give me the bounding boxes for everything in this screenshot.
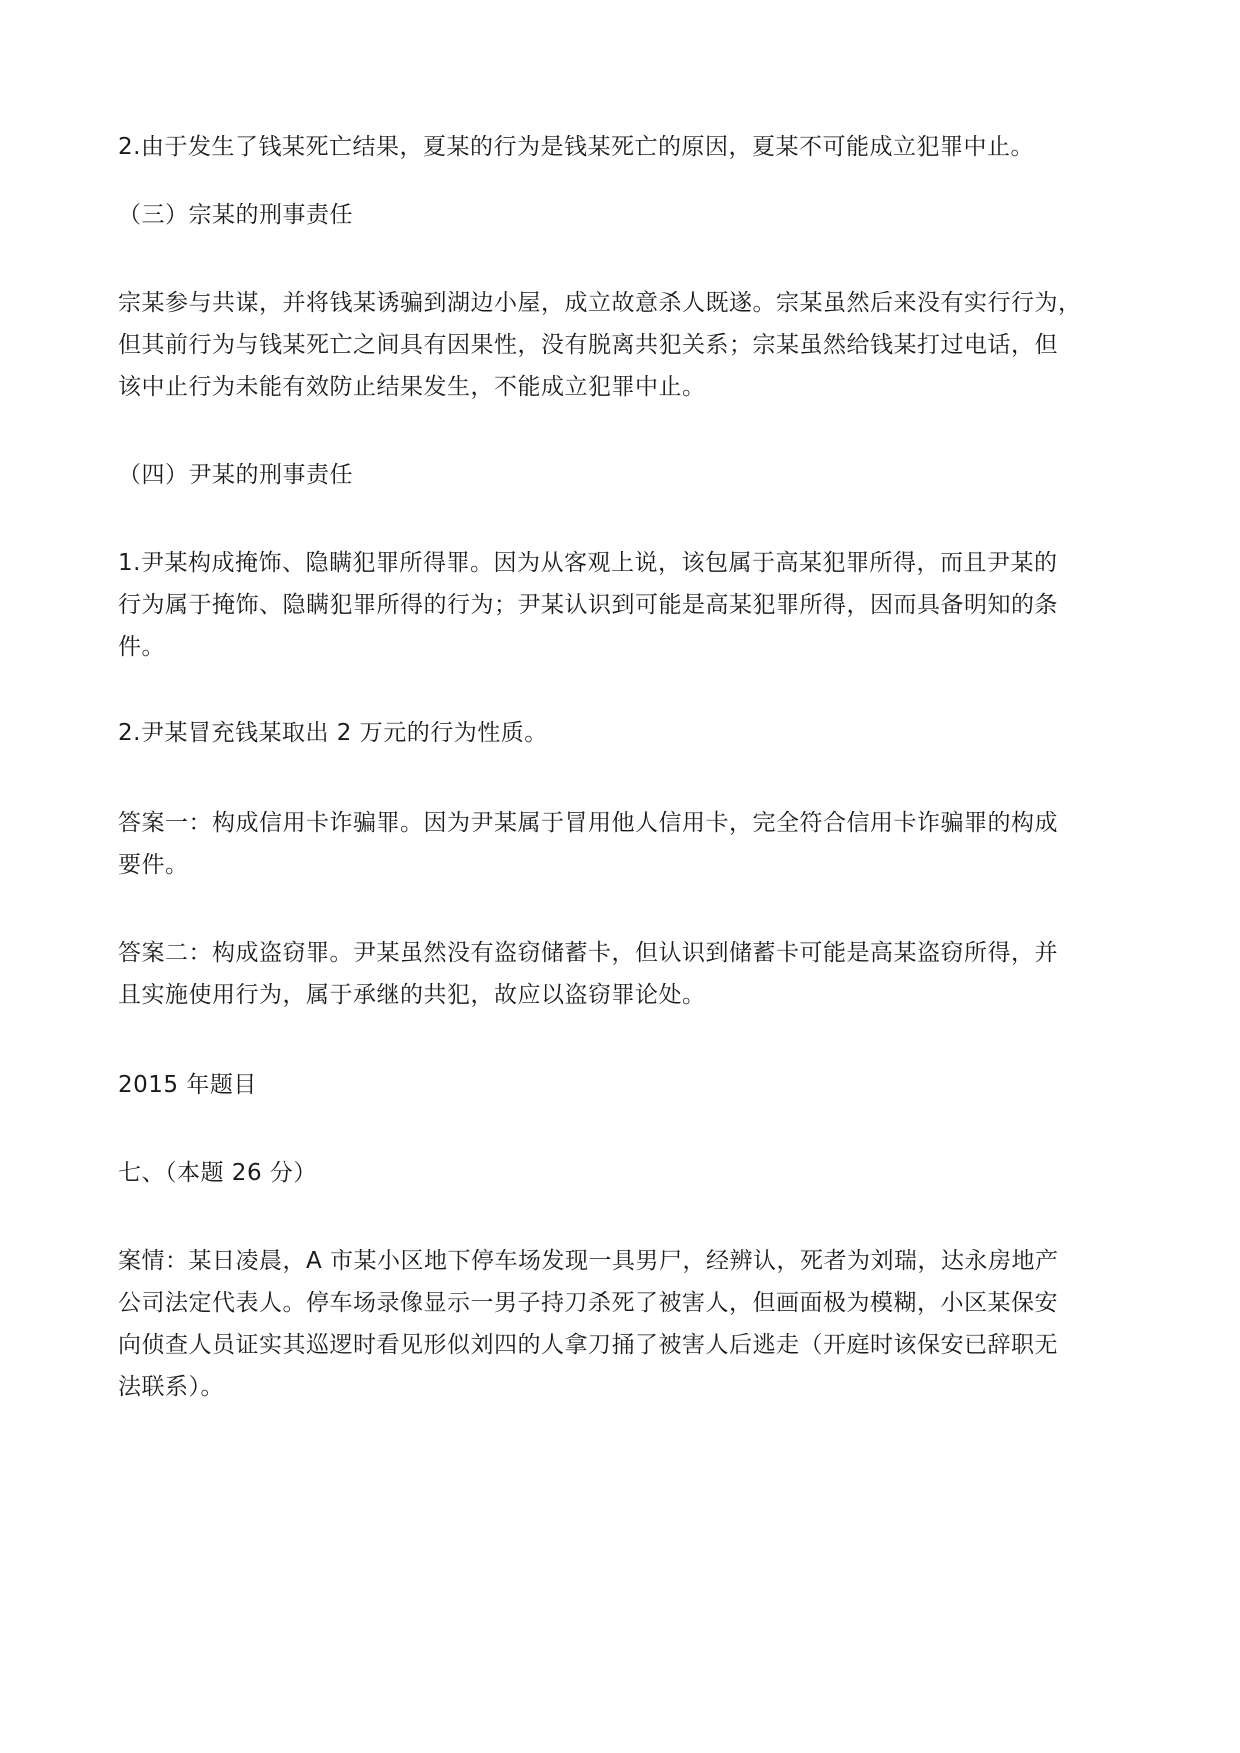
text-line: 2015 年题目 <box>118 1072 257 1098</box>
paragraph-zong-analysis <box>118 282 1128 408</box>
paragraph-answer-one <box>118 802 1128 886</box>
heading-zong-liability <box>118 194 1128 236</box>
text-line: 但其前行为与钱某死亡之间具有因果性，没有脱离共犯关系；宗某虽然给钱某打过电话，但 <box>118 332 1058 358</box>
text-line: 公司法定代表人。停车场录像显示一男子持刀杀死了被害人，但画面极为模糊，小区某保安 <box>118 1290 1058 1316</box>
paragraph-yin-withdrawal <box>118 712 1128 754</box>
text-line: 2.由于发生了钱某死亡结果，夏某的行为是钱某死亡的原因，夏某不可能成立犯罪中止。 <box>118 134 1034 160</box>
text-line: 且实施使用行为，属于承继的共犯，故应以盗窃罪论处。 <box>118 982 706 1008</box>
text-line: 宗某参与共谋，并将钱某诱骗到湖边小屋，成立故意杀人既遂。宗某虽然后来没有实行行为， <box>118 290 1082 316</box>
paragraph-conclusion-xia <box>118 126 1128 168</box>
text-line: 答案一：构成信用卡诈骗罪。因为尹某属于冒用他人信用卡，完全符合信用卡诈骗罪的构成 <box>118 810 1058 836</box>
text-line: 七、（本题 26 分） <box>118 1160 317 1186</box>
heading-yin-liability <box>118 454 1128 496</box>
text-line: 1.尹某构成掩饰、隐瞒犯罪所得罪。因为从客观上说，该包属于高某犯罪所得，而且尹某的 <box>118 550 1058 576</box>
text-line: 答案二：构成盗窃罪。尹某虽然没有盗窃储蓄卡，但认识到储蓄卡可能是高某盗窃所得，并 <box>118 940 1058 966</box>
text-line: 该中止行为未能有效防止结果发生，不能成立犯罪中止。 <box>118 374 706 400</box>
text-line: （四）尹某的刑事责任 <box>118 462 353 488</box>
text-line: 件。 <box>118 634 165 660</box>
heading-2015-questions <box>118 1064 1128 1106</box>
paragraph-case-facts <box>118 1240 1128 1408</box>
paragraph-answer-two <box>118 932 1128 1016</box>
text-line: 法联系）。 <box>118 1374 224 1400</box>
text-line: 向侦查人员证实其巡逻时看见形似刘四的人拿刀捅了被害人后逃走（开庭时该保安已辞职无 <box>118 1332 1058 1358</box>
paragraph-yin-concealment <box>118 542 1128 668</box>
text-line: 案情：某日凌晨，A 市某小区地下停车场发现一具男尸，经辨认，死者为刘瑞，达永房地产 <box>118 1248 1059 1274</box>
text-line: 要件。 <box>118 852 189 878</box>
text-line: （三）宗某的刑事责任 <box>118 202 353 228</box>
text-line: 行为属于掩饰、隐瞒犯罪所得的行为；尹某认识到可能是高某犯罪所得，因而具备明知的条 <box>118 592 1058 618</box>
text-line: 2.尹某冒充钱某取出 2 万元的行为性质。 <box>118 720 548 746</box>
heading-question-seven <box>118 1152 1128 1194</box>
